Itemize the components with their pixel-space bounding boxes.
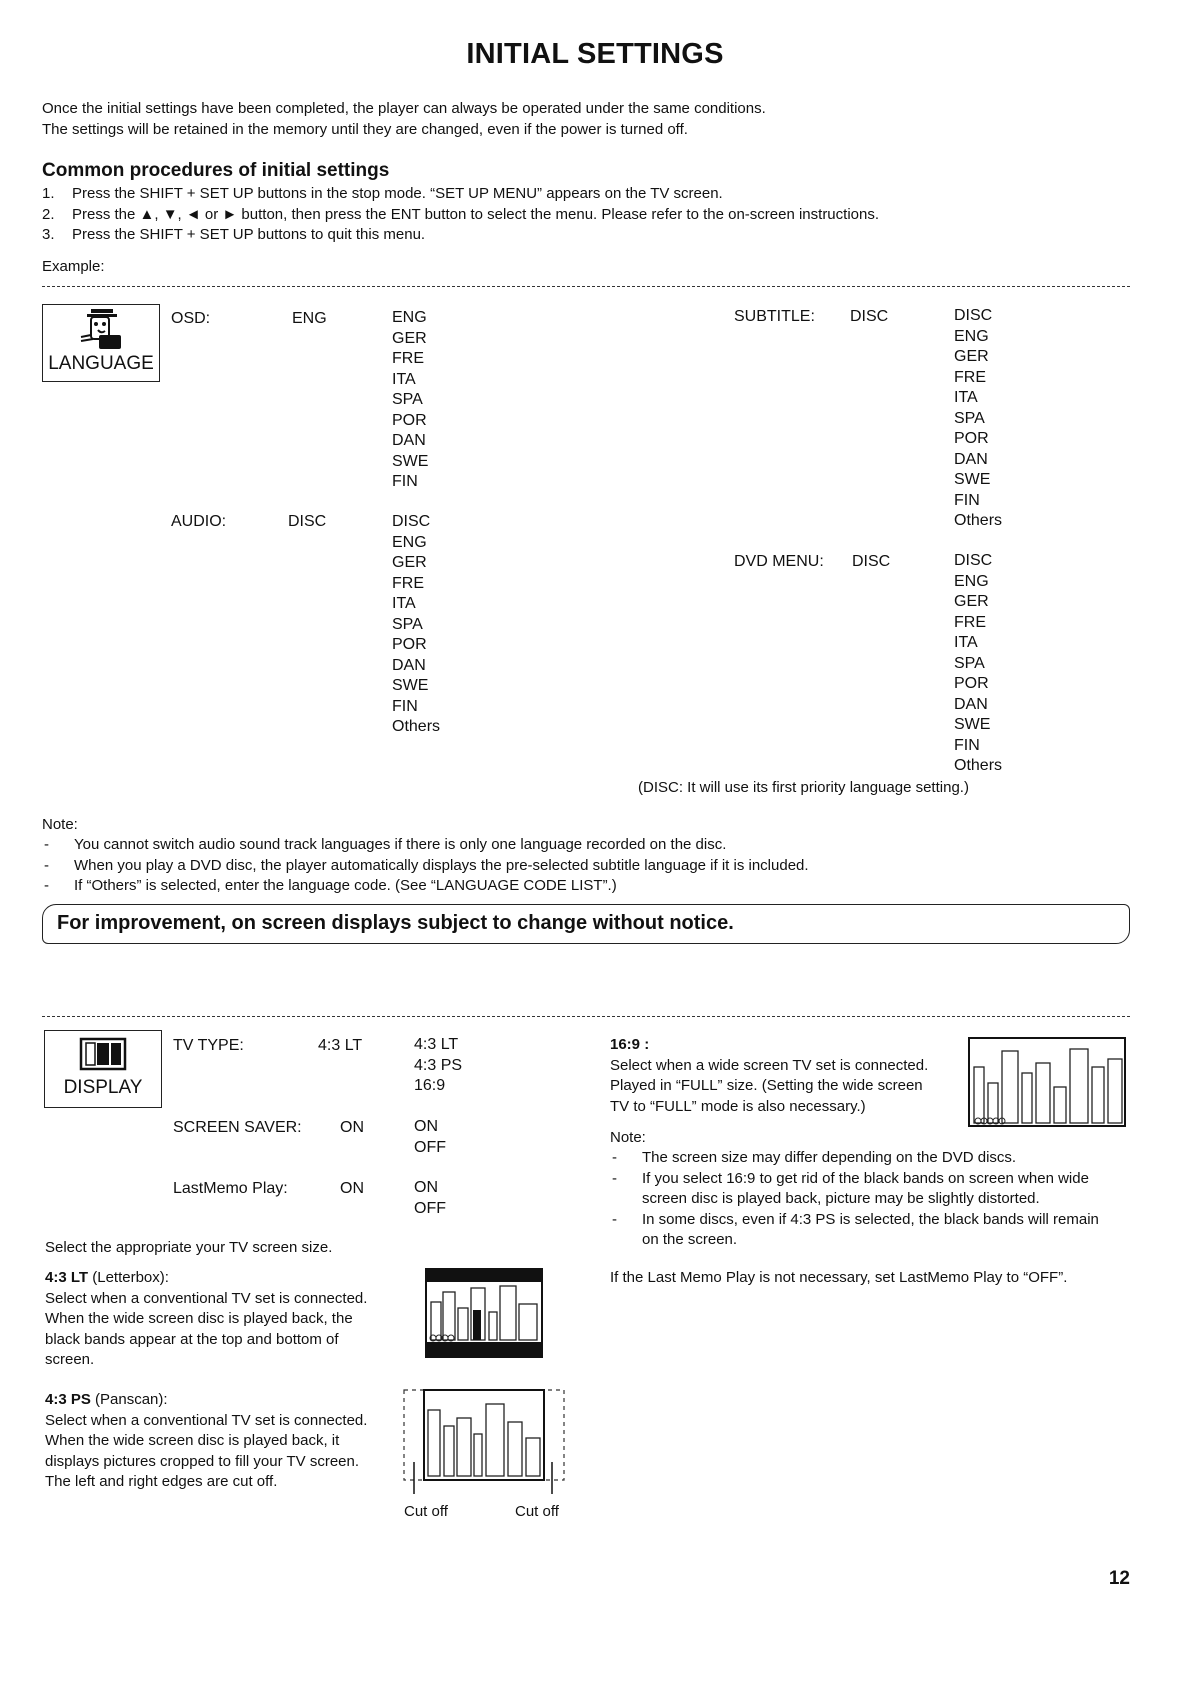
common-procedures-heading: Common procedures of initial settings [42, 160, 390, 181]
audio-option: SWE [392, 677, 429, 694]
select-size-text: Select the appropriate your TV screen size. [45, 1239, 333, 1256]
subtitle-option: POR [954, 430, 989, 447]
last-memo-option: OFF [414, 1199, 446, 1217]
audio-option: DAN [392, 656, 426, 674]
screen-saver-options [414, 1117, 446, 1158]
notice-banner [42, 904, 1130, 944]
letterbox-section [45, 1268, 390, 1371]
audio-option: FIN [392, 697, 418, 715]
dvd-menu-option: ENG [954, 572, 989, 590]
dashed-divider [42, 1016, 1130, 1017]
screen-saver-label: SCREEN SAVER: [173, 1119, 302, 1136]
cut-off-right-label: Cut off [515, 1503, 559, 1520]
osd-default: ENG [292, 310, 327, 327]
display-note-item: - In some discs, even if 4:3 PS is selected, the black bands will remain on the screen. [612, 1210, 1099, 1248]
step-item: 2. Press the ▲, ▼, ◄ or ► button, then press the ENT button to select the menu. Please refer to the on-screen instructions. [42, 205, 880, 223]
notice-banner-text: For improvement, on screen displays subject to change without notice. [57, 912, 734, 934]
panscan-line: When the wide screen disc is played back, it [45, 1432, 340, 1449]
widescreen-illustration [968, 1037, 1126, 1127]
disc-note: (DISC: It will use its first priority language setting.) [638, 779, 969, 796]
cut-off-left-label: Cut off [404, 1503, 448, 1520]
display-icon-box [44, 1030, 162, 1108]
display-notes-list [610, 1148, 1130, 1251]
audio-option: DISC [392, 513, 431, 530]
screen-saver-default: ON [340, 1119, 364, 1136]
tv-type-default: 4:3 LT [318, 1037, 363, 1054]
subtitle-option: DISC [954, 307, 993, 324]
subtitle-option: Others [954, 512, 1003, 529]
audio-option: FRE [392, 574, 424, 592]
dvd-menu-label: DVD MENU: [734, 553, 824, 570]
dvd-menu-option: DAN [954, 695, 988, 713]
letterbox-line: screen. [45, 1351, 95, 1368]
display-note-label: Note: [610, 1129, 646, 1146]
screen-saver-option: OFF [414, 1138, 446, 1156]
audio-option: ENG [392, 533, 427, 551]
audio-option: POR [392, 636, 427, 653]
dvd-menu-option: SPA [954, 654, 985, 672]
osd-option: ENG [392, 309, 427, 326]
subtitle-option: SPA [954, 409, 985, 427]
osd-option: FIN [392, 473, 418, 490]
audio-default: DISC [288, 513, 327, 530]
letterbox-title: 4:3 LT [45, 1269, 89, 1286]
audio-label: AUDIO: [171, 513, 227, 530]
dvd-menu-option: SWE [954, 716, 991, 733]
panscan-line: displays pictures cropped to fill your TV screen. [45, 1452, 360, 1470]
dvd-menu-option: FRE [954, 613, 986, 631]
tv-type-option: 4:3 LT [414, 1036, 459, 1053]
page-title: INITIAL SETTINGS [466, 38, 724, 70]
note-item: - You cannot switch audio sound track languages if there is only one language recorded on the disc. [44, 836, 727, 853]
widescreen-title: 16:9 : [610, 1036, 650, 1053]
dvd-menu-option: ITA [954, 634, 978, 651]
last-memo-options [414, 1178, 446, 1219]
panscan-title: 4:3 PS [45, 1391, 91, 1408]
subtitle-option: DAN [954, 450, 988, 468]
widescreen-section [610, 1035, 965, 1117]
language-icon-box [42, 304, 160, 382]
osd-options [392, 308, 428, 493]
dvd-menu-option: POR [954, 675, 989, 692]
panscan-subtitle: (Panscan): [90, 1391, 168, 1408]
letterbox-subtitle: (Letterbox): [88, 1269, 169, 1286]
widescreen-line: Select when a wide screen TV set is connected. [610, 1056, 929, 1074]
letterbox-line: Select when a conventional TV set is connected. [45, 1289, 368, 1307]
intro-line: The settings will be retained in the memory until they are changed, even if the power is turned off. [42, 121, 688, 138]
panscan-line: Select when a conventional TV set is connected. [45, 1411, 368, 1429]
audio-options [392, 512, 440, 738]
osd-option: GER [392, 329, 427, 347]
subtitle-option: GER [954, 348, 989, 365]
audio-option: GER [392, 554, 427, 571]
audio-option: ITA [392, 595, 416, 612]
notes-list [42, 835, 809, 897]
tv-type-option: 16:9 [414, 1077, 446, 1094]
dvd-menu-option: FIN [954, 736, 980, 754]
display-tv-icon [45, 1031, 161, 1079]
subtitle-option: FIN [954, 491, 980, 509]
panscan-illustration [402, 1388, 568, 1496]
note-label: Note: [42, 816, 78, 833]
step-item: 3. Press the SHIFT + SET UP buttons to quit this menu. [42, 226, 426, 243]
osd-option: SPA [392, 391, 423, 408]
letterbox-illustration [425, 1268, 543, 1358]
intro-line: Once the initial settings have been completed, the player can always be operated under the same conditions. [42, 100, 766, 117]
step-item: 1. Press the SHIFT + SET UP buttons in the stop mode. “SET UP MENU” appears on the TV screen. [42, 185, 723, 202]
osd-option: FRE [392, 350, 424, 367]
display-note-item: - If you select 16:9 to get rid of the black bands on screen when wide screen disc is played back, picture may be slightly distorted. [612, 1169, 1089, 1207]
osd-option: SWE [392, 452, 429, 470]
subtitle-option: FRE [954, 368, 986, 386]
letterbox-line: black bands appear at the top and bottom of [45, 1330, 339, 1348]
last-memo-text: If the Last Memo Play is not necessary, set LastMemo Play to “OFF”. [610, 1269, 1068, 1286]
page-number: 12 [1108, 1568, 1130, 1589]
last-memo-option: ON [414, 1179, 438, 1196]
osd-option: ITA [392, 370, 416, 388]
subtitle-options [954, 306, 1002, 532]
panscan-line: The left and right edges are cut off. [45, 1473, 278, 1490]
language-icon-label: LANGUAGE [48, 353, 154, 374]
language-face-icon [43, 305, 159, 353]
subtitle-option: ITA [954, 389, 978, 406]
last-memo-label: LastMemo Play: [173, 1180, 288, 1197]
osd-option: POR [392, 411, 427, 429]
dashed-divider [42, 286, 1130, 287]
procedure-steps [42, 184, 879, 246]
display-icon-label: DISPLAY [63, 1077, 143, 1098]
letterbox-line: When the wide screen disc is played back, the [45, 1310, 353, 1327]
dvd-menu-option: Others [954, 757, 1003, 774]
dvd-menu-options [954, 551, 1002, 777]
tv-type-label: TV TYPE: [173, 1037, 244, 1054]
osd-option: DAN [392, 432, 426, 449]
audio-option: SPA [392, 615, 423, 633]
intro-text [42, 98, 766, 140]
last-memo-default: ON [340, 1180, 364, 1197]
tv-type-options [414, 1035, 462, 1097]
widescreen-line: Played in “FULL” size. (Setting the wide screen [610, 1077, 923, 1094]
display-note-item: - The screen size may differ depending on the DVD discs. [612, 1149, 1017, 1166]
osd-label: OSD: [171, 310, 211, 327]
note-item: - If “Others” is selected, enter the language code. (See “LANGUAGE CODE LIST”.) [44, 877, 617, 894]
tv-type-option: 4:3 PS [414, 1056, 463, 1074]
widescreen-line: TV to “FULL” mode is also necessary.) [610, 1097, 866, 1115]
dvd-menu-option: DISC [954, 552, 993, 569]
subtitle-label: SUBTITLE: [734, 308, 815, 325]
example-label: Example: [42, 258, 105, 275]
dvd-menu-option: GER [954, 593, 989, 610]
note-item: - When you play a DVD disc, the player automatically displays the pre-selected subtitle language if it is included. [44, 856, 809, 874]
subtitle-default: DISC [850, 308, 889, 325]
subtitle-option: ENG [954, 327, 989, 345]
screen-saver-option: ON [414, 1118, 438, 1135]
dvd-menu-default: DISC [852, 553, 891, 570]
audio-option: Others [392, 718, 441, 735]
panscan-section [45, 1390, 390, 1493]
subtitle-option: SWE [954, 471, 991, 488]
